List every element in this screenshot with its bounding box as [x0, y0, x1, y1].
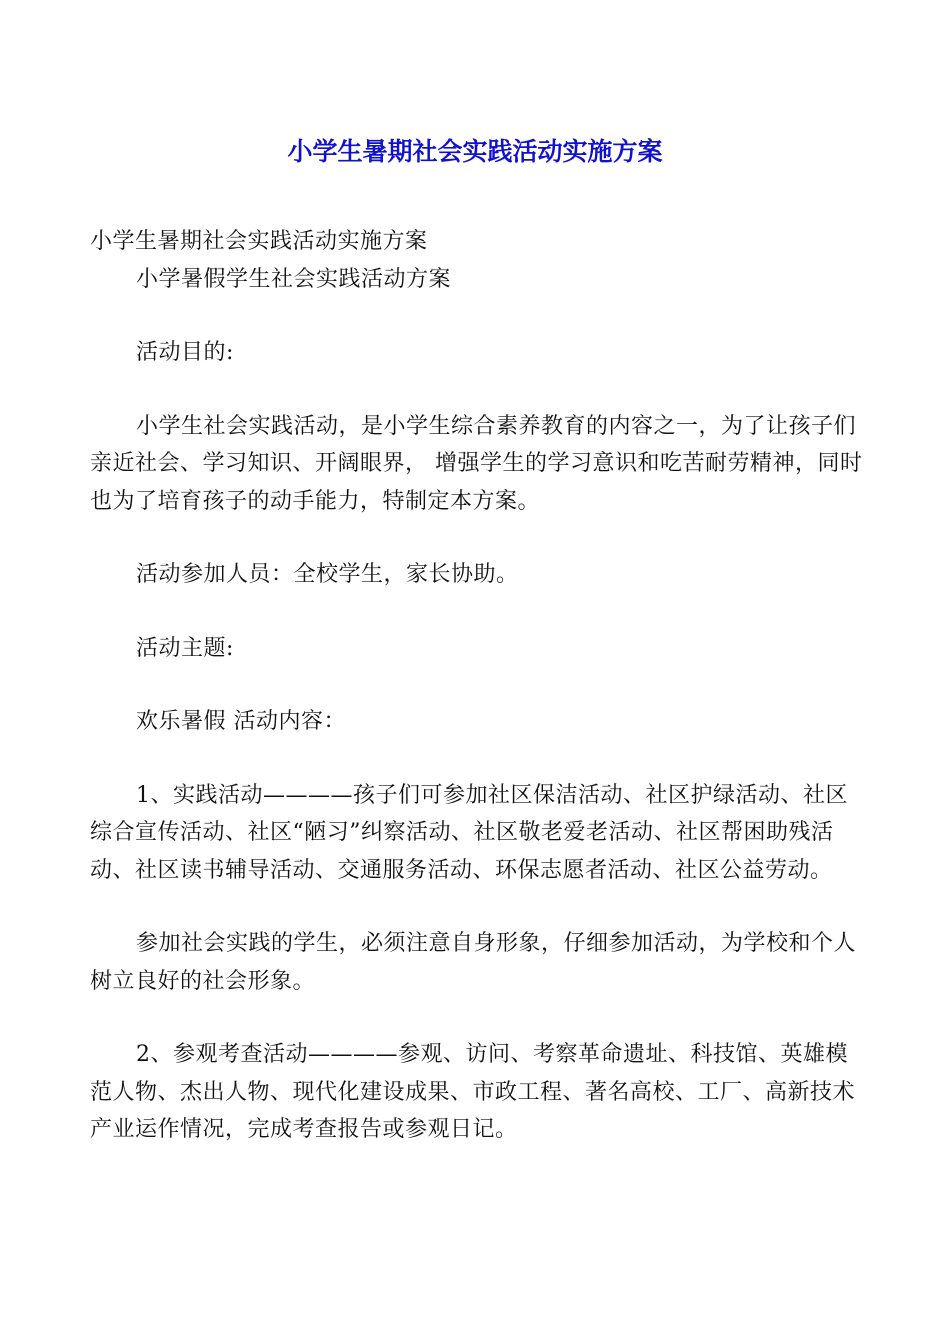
- document-body: [90, 223, 865, 1149]
- paragraph-plan-name: 小学暑假学生社会实践活动方案: [136, 266, 452, 292]
- paragraph-purpose: 小学生社会实践活动，是小学生综合素养教育的内容之一，为了让孩子们亲近社会、学习知识、开阔眼界， 增强学生的学习意识和吃苦耐劳精神，同时也为了培育孩子的动手能力，特制定本方案。: [90, 413, 863, 514]
- paragraph-theme: 欢乐暑假 活动内容：: [136, 709, 346, 734]
- paragraph-item-1: 1、实践活动————孩子们可参加社区保洁活动、社区护绿活动、社区综合宣传活动、社区“陋习”纠察活动、社区敬老爱老活动、社区帮困助残活动、社区读书辅导活动、交通服务活动、环保志愿者活动、社区公益劳动。: [90, 782, 848, 883]
- paragraph-subtitle: 小学生暑期社会实践活动实施方案: [90, 229, 428, 254]
- paragraph-notice: 参加社会实践的学生，必须注意自身形象，仔细参加活动，为学校和个人树立良好的社会形象。: [90, 931, 857, 994]
- paragraph-participants: 活动参加人员：全校学生，家长协助。: [136, 562, 519, 587]
- paragraph-theme-heading: 活动主题:: [136, 635, 234, 661]
- paragraph-item-2: 2、参观考查活动————参观、访问、考察革命遗址、科技馆、英雄模范人物、杰出人物、现代化建设成果、市政工程、著名高校、工厂、高新技术产业运作情况，完成考查报告或参观日记。: [90, 1042, 856, 1142]
- document-title: 小学生暑期社会实践活动实施方案: [287, 137, 663, 166]
- paragraph-purpose-heading: 活动目的:: [136, 340, 234, 365]
